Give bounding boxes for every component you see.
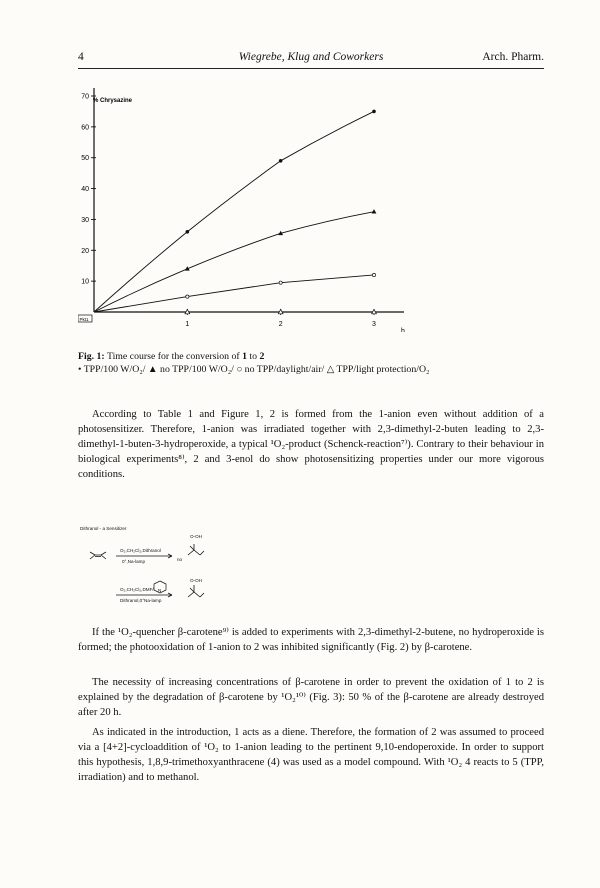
chart-series [94, 110, 376, 314]
caption-fig-label: Fig. 1: [78, 351, 105, 362]
x-tick-label: 3 [372, 321, 376, 328]
y-tick-label: 50 [81, 155, 89, 163]
header-authors: Wiegrebe, Klug and Coworkers [238, 51, 384, 63]
x-tick-label: 2 [278, 321, 283, 328]
product-2-label: O-OH [190, 578, 202, 583]
chart-axes [81, 88, 404, 328]
series-line-triangle [94, 212, 374, 312]
figure-caption [78, 350, 548, 376]
figure-1-chart [78, 82, 418, 332]
data-point-open-circle [372, 273, 375, 276]
paragraph-4: As indicated in the introduction, 1 acts as a diene. Therefore, the formation of 2 was assumed to proceed via a [4+2]-cycloaddition of ¹O₂ to 1-anion leading to the pertinent 9,10-endoperoxide. In order to support this hypothesis, 1,8,9-trimethoxyanthracene (4) was used as a model compound. With ¹O₂ 4 reacts to 5 (TPP, irradiation) and to methanol. [78, 727, 544, 783]
series-line-open-circle [94, 275, 374, 312]
data-point-circle [279, 159, 283, 163]
caption-title-pre: Time course for the conversion of [104, 351, 243, 362]
data-point-triangle [372, 209, 377, 213]
y-tick-label: 30 [81, 216, 89, 224]
caption-title-mid: to [246, 351, 260, 362]
data-point-circle [372, 110, 376, 114]
header-journal: Arch. Pharm. [482, 51, 544, 63]
y-tick-label: 60 [81, 124, 89, 132]
y-axis-label: % Chrysazine [93, 98, 133, 104]
page-number: 4 [78, 51, 84, 63]
data-point-open-circle [186, 295, 189, 298]
series-line-circle [94, 111, 374, 312]
paragraph-1: According to Table 1 and Figure 1, 2 is formed from the 1-anion even without addition of a photosensitizer. Therefore, 1-anion was irradiated together with 2,3-dimethyl-2-buten leading to 2,3-dimethyl-1-buten-3-hydroperoxide, a typical ¹O₂-product (Schenck-reaction⁷⁾). Contrary to their behaviour in biological experiments⁸⁾, 2 and 3-enol do show photosensitizing properties under our more vigorous conditions. [78, 409, 544, 480]
x-axis-label: h [401, 328, 405, 332]
caption-title-b1: 1 [242, 351, 247, 362]
corner-label: Pkt1 [79, 317, 89, 322]
product-1-label: O-OH [190, 534, 202, 539]
caption-title [78, 350, 548, 363]
data-point-open-circle [279, 281, 282, 284]
data-point-circle [186, 230, 190, 234]
reaction-1-note: no [177, 557, 183, 562]
running-header [78, 51, 544, 67]
y-tick-label: 70 [81, 93, 89, 101]
caption-title-b2: 2 [259, 351, 265, 362]
y-tick-label: 10 [81, 278, 89, 286]
scheme-title: Dithranol - a Sensitizer [80, 526, 127, 531]
reaction-scheme [80, 524, 280, 620]
y-tick-label: 40 [81, 186, 89, 194]
y-tick-label: 20 [81, 247, 89, 255]
reaction-1-conditions-above: O₂,CH₂Cl₂,Dithranol [120, 548, 161, 553]
reaction-1-conditions-below: 0°,Na-lamp [122, 559, 146, 564]
reaction-2-conditions-below: Dithranol,0°Na-lamp [120, 598, 162, 603]
pyridine-n-label: N [158, 588, 162, 593]
x-tick-label: 1 [185, 321, 190, 328]
header-rule [78, 68, 544, 69]
paragraph-2: If the ¹O₂-quencher β-carotene⁹⁾ is added to experiments with 2,3-dimethyl-2-butene, no hydroperoxide is formed; the photooxidation of 1-anion to 2 was inhibited significantly (Fig. 2) by β-carotene. [78, 627, 544, 653]
scheme-structures [80, 524, 280, 620]
caption-legend: • TPP/100 W/O₂/ ▲ no TPP/100 W/O₂/ ○ no TPP/daylight/air/ △ TPP/light protection/O₂ [78, 364, 430, 375]
paragraph-3: The necessity of increasing concentrations of β-carotene in order to prevent the oxidation of 1 to 2 is explained by the degradation of β-carotene by ¹O₂¹⁰⁾ (Fig. 3): 50 % of the β-carotene are already destroyed after 20 h. [78, 677, 544, 718]
reaction-2-conditions-above: O₂,CH₂Cl₂,DMF/ [120, 587, 154, 592]
